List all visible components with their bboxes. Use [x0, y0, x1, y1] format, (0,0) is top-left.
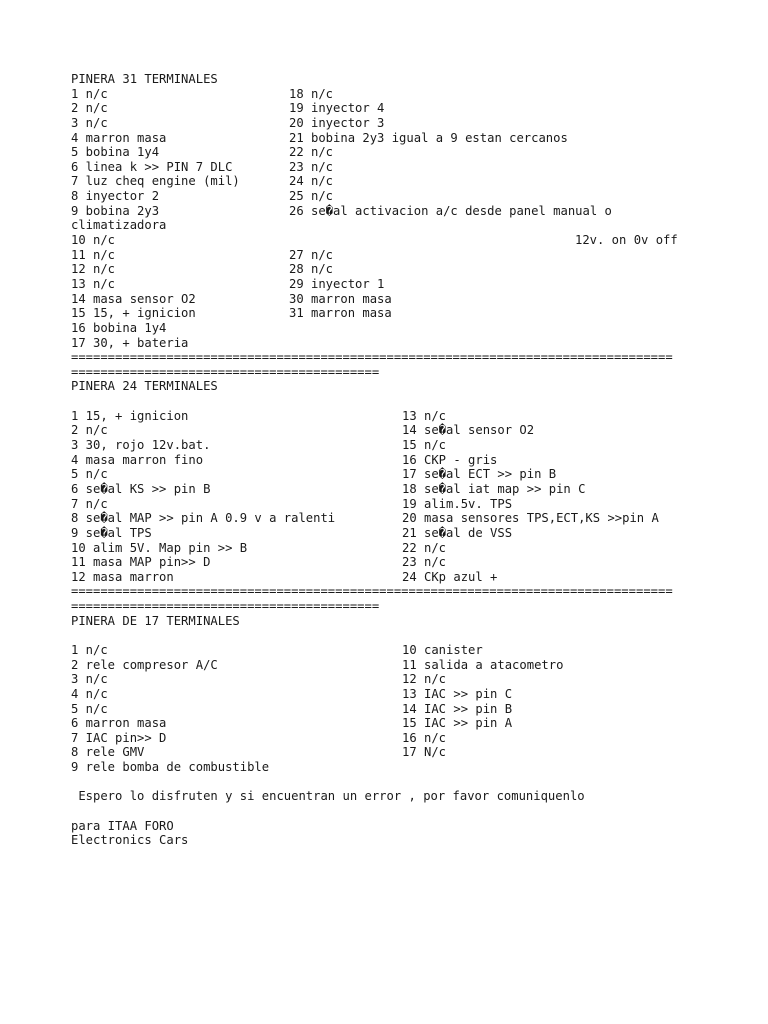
pin-right: 22 n/c [289, 145, 334, 160]
pin-right: 20 masa sensores TPS,ECT,KS >>pin A [402, 511, 659, 526]
pin-row [71, 672, 711, 687]
credit-line: para ITAA FORO [71, 818, 174, 833]
closing-message: Espero lo disfruten y si encuentran un error , por favor comuniquenlo [71, 789, 585, 804]
pin-row [71, 555, 711, 570]
pin-left: 4 masa marron fino [71, 452, 204, 467]
pin-left: 1 n/c [71, 86, 108, 101]
pin-row [71, 131, 711, 146]
pin-row [71, 467, 711, 482]
pin-right: 28 n/c [289, 262, 334, 277]
pin-row [71, 453, 711, 468]
pin-row [71, 511, 711, 526]
pin-right: 30 marron masa [289, 291, 392, 306]
pin-right: 16 n/c [402, 730, 447, 745]
pin-left: 2 n/c [71, 101, 108, 116]
pin-left: 10 n/c [71, 233, 116, 248]
pin-row [71, 745, 711, 760]
pin-right: 13 IAC >> pin C [402, 686, 513, 701]
pin-row [71, 526, 711, 541]
pin-left: 3 n/c [71, 115, 108, 130]
pin-left: 9 bobina 2y3 [71, 203, 160, 218]
pin-row [71, 702, 711, 717]
pin-right: 14 se�al sensor O2 [402, 423, 535, 438]
pin-right: 21 bobina 2y3 igual a 9 estan cercanos [289, 130, 568, 145]
credit-line: Electronics Cars [71, 833, 189, 848]
pin-left: 5 n/c [71, 467, 108, 482]
pin-left: 15 15, + ignicion [71, 306, 196, 321]
pin-left: 1 n/c [71, 642, 108, 657]
pin-right: 16 CKP - gris [402, 452, 498, 467]
pin-left: 6 marron masa [71, 716, 167, 731]
pin-left: 2 rele compresor A/C [71, 657, 218, 672]
pin-left: 4 n/c [71, 686, 108, 701]
separator: ========================================== [71, 599, 380, 614]
pin-right: 24 CKp azul + [402, 569, 498, 584]
pin-row [71, 482, 711, 497]
pin-right: 31 marron masa [289, 306, 392, 321]
pin-row [71, 174, 711, 189]
pin-right: 21 se�al de VSS [402, 525, 513, 540]
pin-left: 8 se�al MAP >> pin A 0.9 v a ralenti [71, 511, 336, 526]
pin-left: 3 n/c [71, 672, 108, 687]
pin-left: 10 alim 5V. Map pin >> B [71, 540, 248, 555]
pin-right: 23 n/c [402, 555, 447, 570]
pin-row [71, 101, 711, 116]
separator: ================================================================================== [71, 584, 673, 599]
pin-right: 29 inyector 1 [289, 276, 385, 291]
pin-row [71, 262, 711, 277]
pin-right: 13 n/c [402, 408, 447, 423]
pin-right: 10 canister [402, 642, 483, 657]
pin-row [71, 292, 711, 307]
pin-right: 19 inyector 4 [289, 101, 385, 116]
pin-left: 2 n/c [71, 423, 108, 438]
pin-right: 18 se�al iat map >> pin C [402, 481, 586, 496]
pin-row [71, 248, 711, 263]
pin-left: 6 se�al KS >> pin B [71, 481, 211, 496]
pin-right: 12 n/c [402, 672, 447, 687]
pin-right: 15 n/c [402, 438, 447, 453]
pinera-17-rows [71, 643, 711, 760]
pin-row [71, 541, 711, 556]
pin-row [71, 438, 711, 453]
pin-right: 22 n/c [402, 540, 447, 555]
pin-right: 23 n/c [289, 159, 334, 174]
pin-row [71, 687, 711, 702]
separator: ========================================== [71, 364, 380, 379]
pin-line: 16 bobina 1y4 [71, 320, 167, 335]
pin-row [71, 409, 711, 424]
pin-right-note: 12v. on 0v off [575, 233, 678, 248]
pin-row [71, 570, 711, 585]
pin-row [71, 204, 711, 219]
pin-left: 7 IAC pin>> D [71, 730, 167, 745]
pin-right: 14 IAC >> pin B [402, 701, 513, 716]
pin-line: 9 rele bomba de combustible [71, 760, 270, 775]
pin-left: 5 n/c [71, 701, 108, 716]
pin-left: 11 n/c [71, 247, 116, 262]
pin-right: 24 n/c [289, 174, 334, 189]
section-title-pinera-17: PINERA DE 17 TERMINALES [71, 613, 240, 628]
pinera-31-rows-a [71, 87, 711, 219]
pin-right: 25 n/c [289, 189, 334, 204]
pin-line: 17 30, + bateria [71, 335, 189, 350]
section-title-pinera-24: PINERA 24 TERMINALES [71, 379, 218, 394]
pin-left: 12 n/c [71, 262, 116, 277]
pin-right: 26 se�al activacion a/c desde panel manual o [289, 203, 612, 218]
pin-left: 8 inyector 2 [71, 189, 160, 204]
pin-row [71, 423, 711, 438]
pin-right: 17 N/c [402, 745, 447, 760]
pin-row [71, 731, 711, 746]
pin-right: 19 alim.5v. TPS [402, 496, 513, 511]
pin-left: 1 15, + ignicion [71, 408, 189, 423]
pin-left: 3 30, rojo 12v.bat. [71, 438, 211, 453]
pin-row [71, 160, 711, 175]
pin-right: 20 inyector 3 [289, 115, 385, 130]
pin-left: 13 n/c [71, 276, 116, 291]
pin-left: 5 bobina 1y4 [71, 145, 160, 160]
pin-right: 27 n/c [289, 247, 334, 262]
pin-row [71, 497, 711, 512]
pin-left: 7 luz cheq engine (mil) [71, 174, 240, 189]
pin-left: 11 masa MAP pin>> D [71, 555, 211, 570]
pin-right: 17 se�al ECT >> pin B [402, 467, 557, 482]
pin-row [71, 306, 711, 321]
pin-left: 6 linea k >> PIN 7 DLC [71, 159, 233, 174]
pinera-31-rows-b [71, 248, 711, 321]
pin-left: 9 se�al TPS [71, 525, 152, 540]
pinera-24-rows [71, 409, 711, 585]
pin-row [71, 189, 711, 204]
pin-row [71, 87, 711, 102]
pin-right: 11 salida a atacometro [402, 657, 564, 672]
separator: ================================================================================== [71, 350, 673, 365]
pin-left: 12 masa marron [71, 569, 174, 584]
pin-row [71, 233, 711, 248]
pin-left: 7 n/c [71, 496, 108, 511]
pin-row [71, 658, 711, 673]
pin-left: 8 rele GMV [71, 745, 145, 760]
document-page [71, 72, 711, 848]
pin-row [71, 716, 711, 731]
pin-left: 14 masa sensor O2 [71, 291, 196, 306]
pin-row [71, 277, 711, 292]
pin-right: 18 n/c [289, 86, 334, 101]
pin-right: 15 IAC >> pin A [402, 716, 513, 731]
section-title-pinera-31: PINERA 31 TERMINALES [71, 72, 218, 86]
pin-row [71, 643, 711, 658]
pin-row [71, 145, 711, 160]
wrapped-line: climatizadora [71, 218, 167, 233]
pin-left: 4 marron masa [71, 130, 167, 145]
pin-row [71, 116, 711, 131]
